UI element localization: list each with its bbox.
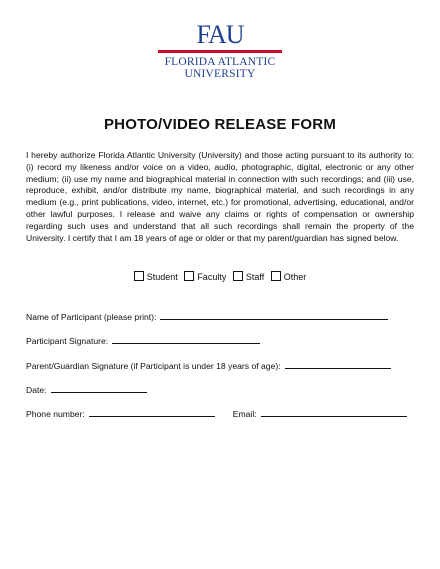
- logo-divider: [158, 50, 282, 53]
- email-label: Email:: [232, 409, 257, 419]
- role-other-label: Other: [283, 272, 307, 282]
- participant-name-field[interactable]: [160, 311, 388, 320]
- staff-checkbox[interactable]: [233, 271, 243, 281]
- participant-name-label: Name of Participant (please print):: [26, 312, 157, 322]
- role-student[interactable]: [134, 271, 178, 282]
- logo-mark: FAU: [196, 20, 244, 49]
- phone-field[interactable]: [89, 408, 215, 417]
- participant-signature-row: [26, 335, 260, 346]
- student-checkbox[interactable]: [134, 271, 144, 281]
- university-logo: [150, 22, 290, 80]
- logo-name-line-2: UNIVERSITY: [184, 68, 256, 80]
- role-faculty[interactable]: [184, 271, 226, 282]
- release-statement: I hereby authorize Florida Atlantic University (University) and those acting pursuant to its authority to: (i) record my likeness and/or voice on a video, audio, photographic, digital, electronic or any other medium; (ii) use my name and biographical material in connection with such recordings; and (iii) use, reproduce, exhibit, and/or distribute my name, biographical material, and such recordings in any medium (e.g., print publications, video, internet, etc.) for promotional, advertising, educational, and/or other lawful purposes. I release and waive any claims or rights of compensation or ownership regarding such uses and understand that all such recordings shall remain the property of the University. I certify that I am 18 years of age or older or that my parent/guardian has signed below.: [26, 150, 414, 243]
- date-field[interactable]: [51, 384, 147, 393]
- role-options: [0, 271, 440, 282]
- role-student-label: Student: [146, 272, 178, 282]
- role-faculty-label: Faculty: [197, 272, 227, 282]
- guardian-signature-row: [26, 360, 391, 371]
- role-staff-label: Staff: [245, 272, 265, 282]
- faculty-checkbox[interactable]: [184, 271, 194, 281]
- date-label: Date:: [26, 385, 47, 395]
- role-other[interactable]: [271, 271, 307, 282]
- guardian-signature-field[interactable]: [285, 360, 391, 369]
- contact-row: [26, 408, 407, 419]
- participant-signature-field[interactable]: [112, 335, 260, 344]
- email-field[interactable]: [261, 408, 407, 417]
- logo-name-line-1: FLORIDA ATLANTIC: [164, 56, 276, 68]
- role-staff[interactable]: [233, 271, 264, 282]
- participant-signature-label: Participant Signature:: [26, 336, 109, 346]
- participant-name-row: [26, 311, 388, 322]
- date-row: [26, 384, 147, 395]
- other-checkbox[interactable]: [271, 271, 281, 281]
- form-title: PHOTO/VIDEO RELEASE FORM: [103, 116, 337, 133]
- guardian-signature-label: Parent/Guardian Signature (if Participant is under 18 years of age):: [26, 361, 281, 371]
- phone-label: Phone number:: [26, 409, 85, 419]
